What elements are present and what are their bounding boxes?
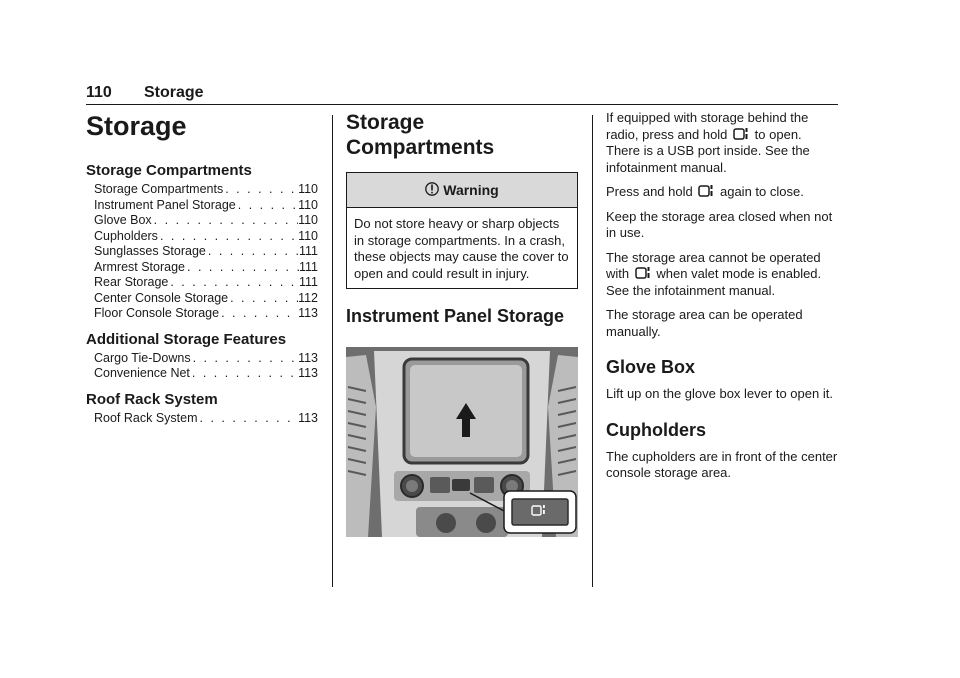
toc-heading: Additional Storage Features xyxy=(86,330,287,348)
column-divider-2 xyxy=(592,115,593,587)
section-title: Storage xyxy=(144,84,204,101)
paragraph: Keep the storage area closed when not in use. xyxy=(606,208,833,240)
toc-section xyxy=(86,162,318,322)
storage-button-icon xyxy=(698,184,714,198)
header-rule xyxy=(86,104,838,105)
warning-text: Do not store heavy or sharp objects in storage compartments. In a crash, these objects may cause the cover to open and could result in injury. xyxy=(354,216,569,281)
glove-box-heading: Glove Box xyxy=(606,357,696,377)
warning-header xyxy=(347,173,577,208)
toc-link[interactable]: Glove Box . . . 110 xyxy=(94,213,318,229)
toc-link[interactable]: Cargo Tie-Downs . . . 113 xyxy=(94,351,318,367)
storage-button-icon xyxy=(733,127,749,141)
toc-heading: Storage Compartments xyxy=(86,162,252,179)
table-of-contents xyxy=(86,110,318,426)
column-2 xyxy=(346,110,578,537)
toc-link[interactable]: Floor Console Storage . . . 113 xyxy=(94,306,318,322)
column-divider-1 xyxy=(332,115,333,587)
column-3 xyxy=(606,110,838,490)
toc-link[interactable]: Instrument Panel Storage . . . 110 xyxy=(94,198,318,214)
paragraph: Lift up on the glove box lever to open it. xyxy=(606,386,833,401)
toc-heading: Roof Rack System xyxy=(86,390,218,408)
toc-link[interactable]: Center Console Storage . . . 112 xyxy=(94,291,318,307)
paragraph: If equipped with storage behind the radio, press and hold to open. There is a USB port inside. See the infotainment manual. xyxy=(606,110,810,175)
toc-link[interactable]: Roof Rack System . . . 113 xyxy=(94,411,318,427)
toc-link[interactable]: Sunglasses Storage . . . 111 xyxy=(94,244,318,260)
paragraph: The cupholders are in front of the center console storage area. xyxy=(606,448,838,480)
paragraph: Press and hold again to close. xyxy=(606,184,804,199)
toc-link[interactable]: Rear Storage . . . 111 xyxy=(94,275,318,291)
toc-section xyxy=(86,391,318,427)
toc-link[interactable]: Armrest Storage . . . 111 xyxy=(94,260,318,276)
toc-link[interactable]: Storage Compartments . . . 110 xyxy=(94,182,318,198)
warning-icon xyxy=(425,181,439,200)
storage-button-icon xyxy=(635,266,651,280)
instrument-panel-illustration xyxy=(346,347,578,537)
paragraph: The storage area cannot be operated with when valet mode is enabled. See the infotainment manual. xyxy=(606,249,822,298)
paragraph: The storage area can be operated manually. xyxy=(606,307,803,339)
cupholders-heading: Cupholders xyxy=(606,419,707,440)
instrument-panel-heading: Instrument Panel Storage xyxy=(346,306,565,326)
warning-title: Warning xyxy=(443,182,499,198)
toc-link[interactable]: Cupholders . . . 110 xyxy=(94,229,318,245)
toc-section xyxy=(86,331,318,382)
warning-box xyxy=(346,172,578,289)
storage-compartments-heading: Storage Compartments xyxy=(346,111,495,159)
page-number: 110 xyxy=(86,84,112,101)
toc-link[interactable]: Convenience Net . . . 113 xyxy=(94,366,318,382)
page-header xyxy=(86,84,838,104)
chapter-title: Storage xyxy=(86,111,187,141)
